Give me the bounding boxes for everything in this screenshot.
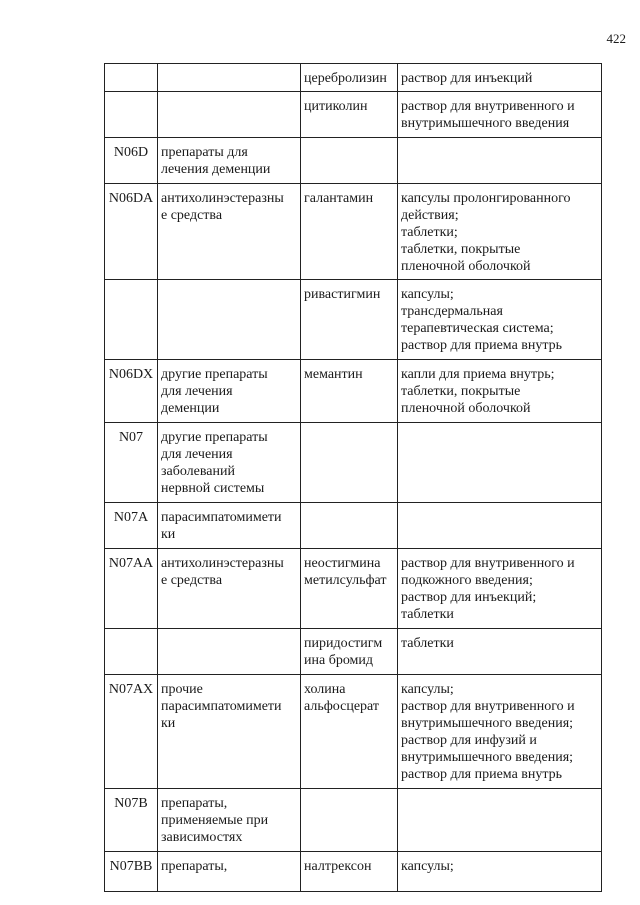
atc-code-cell: N06D — [105, 138, 158, 184]
drug-table — [104, 63, 602, 892]
table-row — [105, 852, 602, 892]
drug-name-cell — [301, 423, 398, 503]
atc-group-cell: препараты, применяемые при зависимостях — [158, 789, 301, 852]
atc-code-cell: N07AA — [105, 549, 158, 629]
table-row — [105, 423, 602, 503]
table-row — [105, 549, 602, 629]
drug-name-cell: налтрексон — [301, 852, 398, 892]
table-row — [105, 503, 602, 549]
dosage-form-cell — [398, 503, 602, 549]
atc-group-cell: другие препараты для лечения заболеваний нервной системы — [158, 423, 301, 503]
drug-name-cell — [301, 138, 398, 184]
drug-name-cell: пиридостигм ина бромид — [301, 629, 398, 675]
atc-group-cell — [158, 92, 301, 138]
table-row — [105, 675, 602, 789]
atc-group-cell — [158, 64, 301, 92]
table-row — [105, 360, 602, 423]
atc-code-cell: N07 — [105, 423, 158, 503]
atc-code-cell: N06DA — [105, 184, 158, 280]
atc-code-cell — [105, 629, 158, 675]
atc-code-cell: N07AX — [105, 675, 158, 789]
atc-group-cell: парасимпатомимети ки — [158, 503, 301, 549]
dosage-form-cell: таблетки — [398, 629, 602, 675]
table-body — [105, 64, 602, 892]
drug-name-cell: цитиколин — [301, 92, 398, 138]
dosage-form-cell: капсулы; — [398, 852, 602, 892]
atc-code-cell: N07B — [105, 789, 158, 852]
drug-name-cell — [301, 789, 398, 852]
drug-name-cell: галантамин — [301, 184, 398, 280]
atc-group-cell: другие препараты для лечения деменции — [158, 360, 301, 423]
atc-group-cell — [158, 280, 301, 360]
atc-code-cell: N06DX — [105, 360, 158, 423]
table-row — [105, 184, 602, 280]
table-row — [105, 280, 602, 360]
atc-group-cell: антихолинэстеразны е средства — [158, 549, 301, 629]
dosage-form-cell: капсулы; трансдермальная терапевтическая система; раствор для приема внутрь — [398, 280, 602, 360]
table-row — [105, 92, 602, 138]
dosage-form-cell: раствор для внутривенного и подкожного введения; раствор для инъекций; таблетки — [398, 549, 602, 629]
atc-code-cell: N07A — [105, 503, 158, 549]
table-row — [105, 138, 602, 184]
page-number: 422 — [606, 31, 626, 46]
atc-code-cell: N07BB — [105, 852, 158, 892]
drug-name-cell: ривастигмин — [301, 280, 398, 360]
drug-name-cell — [301, 503, 398, 549]
dosage-form-cell: капсулы пролонгированного действия; таблетки; таблетки, покрытые пленочной оболочкой — [398, 184, 602, 280]
atc-code-cell — [105, 280, 158, 360]
atc-group-cell: прочие парасимпатомимети ки — [158, 675, 301, 789]
table-row — [105, 64, 602, 92]
drug-name-cell: неостигмина метилсульфат — [301, 549, 398, 629]
dosage-form-cell — [398, 138, 602, 184]
dosage-form-cell — [398, 789, 602, 852]
dosage-form-cell: капли для приема внутрь; таблетки, покрытые пленочной оболочкой — [398, 360, 602, 423]
atc-group-cell: препараты для лечения деменции — [158, 138, 301, 184]
dosage-form-cell — [398, 423, 602, 503]
drug-name-cell: мемантин — [301, 360, 398, 423]
table-row — [105, 789, 602, 852]
atc-group-cell: препараты, — [158, 852, 301, 892]
dosage-form-cell: раствор для внутривенного и внутримышечного введения — [398, 92, 602, 138]
atc-code-cell — [105, 64, 158, 92]
dosage-form-cell: капсулы; раствор для внутривенного и внутримышечного введения; раствор для инфузий и внутримышечного введения; раствор для приема внутрь — [398, 675, 602, 789]
atc-group-cell: антихолинэстеразны е средства — [158, 184, 301, 280]
drug-name-cell: холина альфосцерат — [301, 675, 398, 789]
table-row — [105, 629, 602, 675]
dosage-form-cell: раствор для инъекций — [398, 64, 602, 92]
atc-group-cell — [158, 629, 301, 675]
atc-code-cell — [105, 92, 158, 138]
drug-name-cell: церебролизин — [301, 64, 398, 92]
